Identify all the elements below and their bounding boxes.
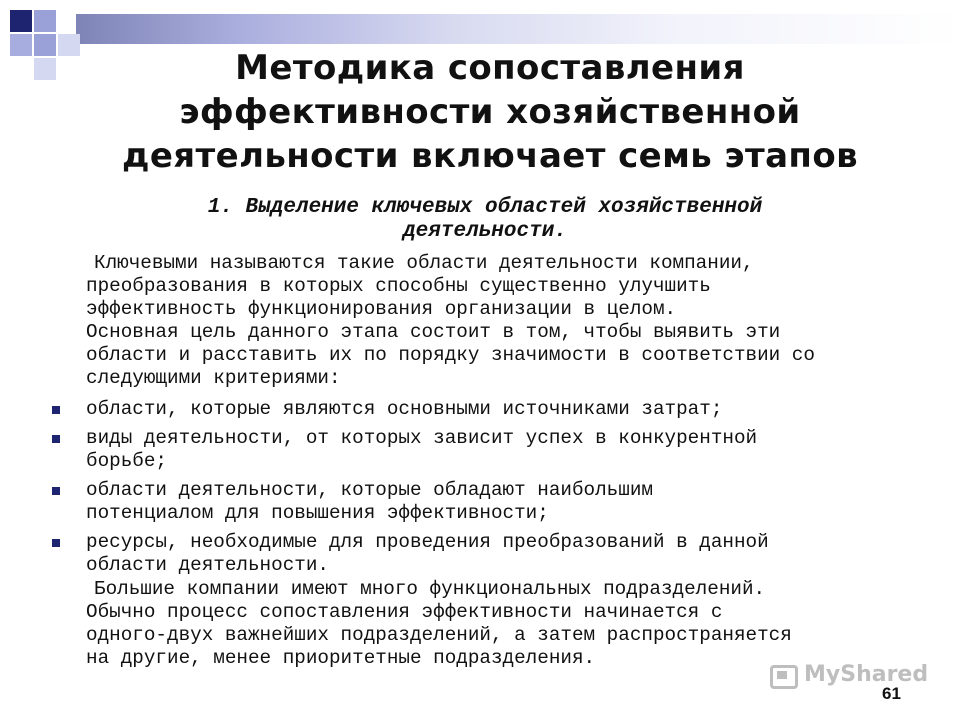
watermark [768,656,928,692]
paragraph-line: Большие компании имеют много функциональных подразделений. [94,578,766,600]
section-heading-line: деятельности. [403,220,567,243]
criteria-list [52,398,942,583]
page-number: 61 [882,684,901,703]
watermark-text: MyShared [804,661,929,687]
section-heading-line: 1. Выделение ключевых областей хозяйственной [207,196,763,219]
list-item [52,427,942,473]
list-item-line: борьбе; [86,450,167,472]
paragraph-line: области и расставить их по порядку значимости в соответствии со [86,344,815,366]
square-bullet-icon [52,487,60,495]
paragraph-line: Основная цель данного этапа состоит в том, чтобы выявить эти [86,321,781,343]
slide-title [40,46,940,178]
paragraph-line: на другие, менее приоритетные подразделения. [86,647,596,669]
list-item-line: области, которые являются основными источниками затрат; [86,398,723,420]
list-item-line: потенциалом для повышения эффективности; [86,502,549,524]
list-item-line: виды деятельности, от которых зависит успех в конкурентной [86,427,758,449]
header-gradient-band [76,14,960,44]
square-bullet-icon [52,435,60,443]
intro-paragraph [86,252,946,390]
decor-square [10,34,32,56]
slide-title-line: эффективности хозяйственной [179,92,801,132]
list-item-line: области деятельности. [86,554,329,576]
decor-square [10,10,32,32]
paragraph-line: Обычно процесс сопоставления эффективности начинается с [86,601,723,623]
square-bullet-icon [52,406,60,414]
list-item [52,479,942,525]
decor-square [34,10,56,32]
square-bullet-icon [52,539,60,547]
slide-title-line: деятельности включает семь этапов [121,136,859,176]
list-item-line: области деятельности, которые обладают наибольшим [86,479,653,501]
list-item-line: ресурсы, необходимые для проведения преобразований в данной [86,531,769,553]
paragraph-line: одного-двух важнейших подразделений, а затем распространяется [86,624,792,646]
paragraph-line: Ключевыми называются такие области деятельности компании, [94,252,754,274]
section-heading [90,196,880,244]
list-item [52,398,942,421]
paragraph-line: эффективность функционирования организации в целом. [86,298,677,320]
slide-title-line: Методика сопоставления [235,48,745,88]
paragraph-line: преобразования в которых способны существенно улучшить [86,275,711,297]
myshared-logo-icon [768,659,798,689]
paragraph-line: следующими критериями: [86,367,341,389]
list-item [52,531,942,577]
